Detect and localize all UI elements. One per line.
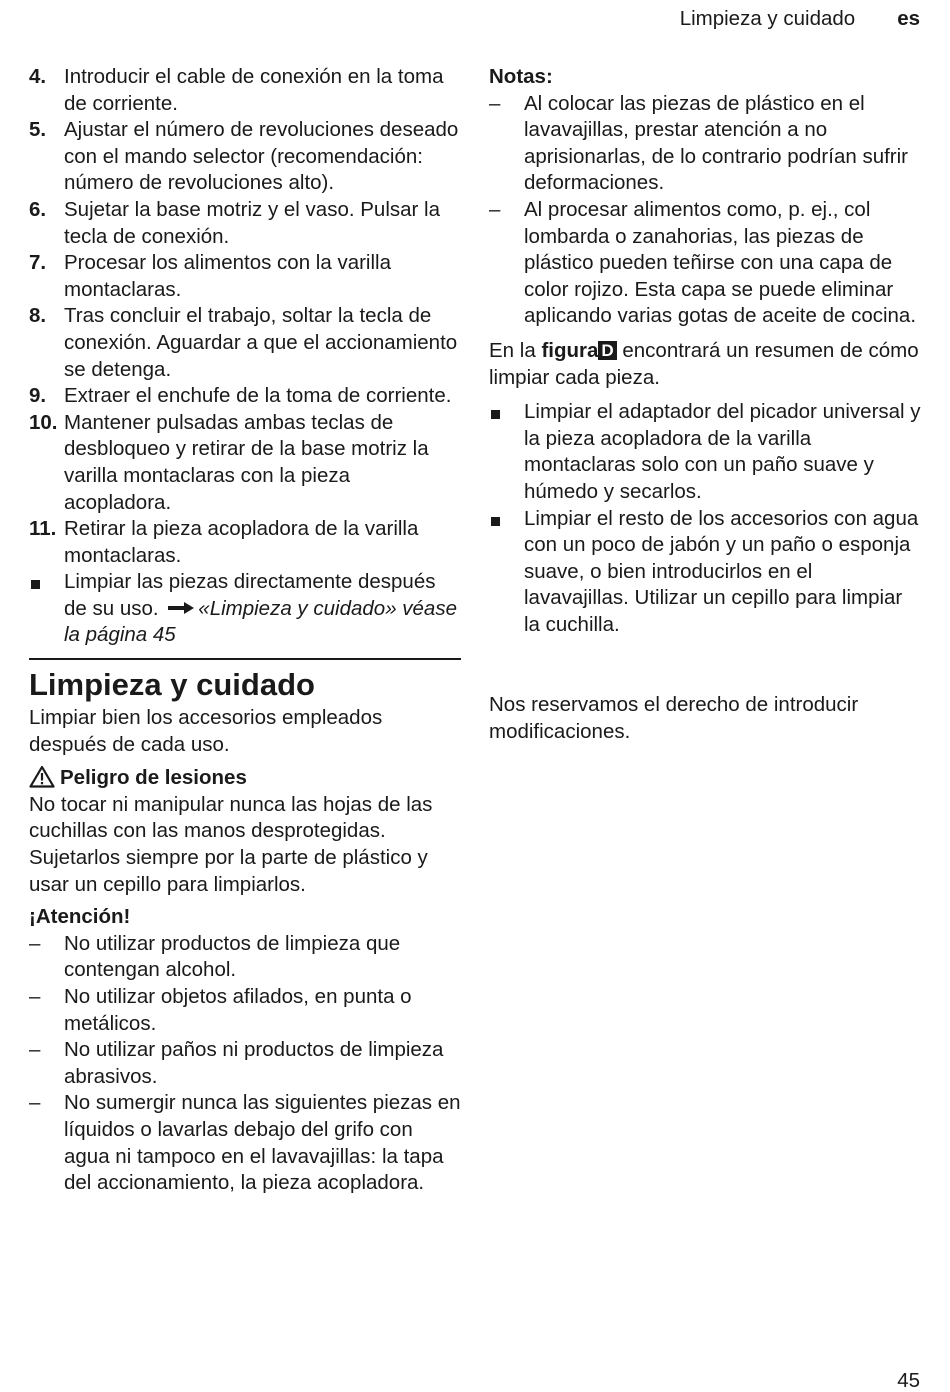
arrow-right-icon — [168, 601, 194, 615]
figure-ref-word: figura — [541, 338, 599, 362]
dash-marker: – — [29, 985, 41, 1008]
step-number: 4. — [29, 65, 47, 88]
step-item — [29, 117, 461, 197]
step-text: Retirar la pieza acopladora de la varilla montaclaras. — [64, 517, 419, 567]
square-bullet-icon — [491, 410, 500, 419]
attention-item — [29, 1090, 461, 1196]
step-item — [29, 197, 461, 250]
step-number: 8. — [29, 304, 47, 328]
step-text: Ajustar el número de revoluciones deseado con el mando selector (recomendación: número de revoluciones alto). — [64, 118, 459, 195]
warning-heading — [29, 765, 461, 792]
step-number: 10. — [29, 410, 58, 434]
dash-marker: – — [489, 197, 501, 221]
clean-text: Limpiar el resto de los accesorios con agua con un poco de jabón y un paño o esponja suave, o bien introducirlos en el lavavajillas. Utilizar un cepillo para limpiar la cuchilla. — [524, 506, 919, 636]
step-item — [29, 516, 461, 569]
figure-letter-badge: D — [598, 341, 616, 360]
square-bullet-icon — [491, 517, 500, 526]
attention-text: No utilizar objetos afilados, en punta o metálicos. — [64, 985, 412, 1035]
note-text: Al procesar alimentos como, p. ej., col lombarda o zanahorias, las piezas de plástico pueden teñirse con una capa de color rojizo. Esta capa se puede eliminar aplicando varias gotas de aceite de cocina. — [524, 197, 917, 328]
right-column — [489, 64, 921, 746]
step-text: Sujetar la base motriz y el vaso. Pulsar la tecla de conexión. — [64, 197, 440, 248]
step-item — [29, 303, 461, 383]
warning-title: Peligro de lesiones — [60, 766, 247, 790]
attention-text: No sumergir nunca las siguientes piezas en líquidos o lavarlas debajo del grifo con agua ni tampoco en el lavavajillas: la tapa del accionamiento, la pieza acopladora. — [64, 1091, 461, 1195]
left-column — [29, 64, 461, 1197]
clean-after-use-bullet — [29, 569, 461, 649]
note-item — [489, 91, 921, 197]
step-text: Tras concluir el trabajo, soltar la tecla de conexión. Aguardar a que el accionamiento se detenga. — [64, 304, 458, 381]
warning-triangle-icon — [29, 765, 55, 788]
step-text: Procesar los alimentos con la varilla montaclaras. — [64, 251, 391, 301]
figure-reference — [489, 338, 921, 391]
step-number: 5. — [29, 118, 47, 142]
header-section-title: Limpieza y cuidado — [679, 7, 856, 30]
attention-text: No utilizar productos de limpieza que contengan alcohol. — [64, 931, 401, 982]
section-intro: Limpiar bien los accesorios empleados después de cada uso. — [29, 706, 383, 756]
clean-text: Limpiar el adaptador del picador universal y la pieza acopladora de la varilla montaclaras solo con un paño suave y húmedo y secarlos. — [524, 400, 921, 503]
note-text: Al colocar las piezas de plástico en el lavavajillas, prestar atención a no aprisionarlas, de lo contrario podrían sufrir deformaciones. — [524, 91, 908, 195]
step-number: 11. — [29, 517, 57, 541]
step-item — [29, 250, 461, 303]
header-language: es — [897, 7, 920, 30]
step-text: Introducir el cable de conexión en la toma de corriente. — [64, 65, 444, 115]
step-number: 7. — [29, 251, 47, 275]
dash-marker: – — [29, 1091, 41, 1115]
section-divider — [29, 658, 461, 660]
note-item — [489, 197, 921, 330]
step-number: 6. — [29, 197, 47, 221]
section-title: Limpieza y cuidado — [29, 667, 315, 703]
page-number: 45 — [897, 1369, 920, 1392]
step-item — [29, 410, 461, 516]
figure-ref-after: encontrará un resumen de cómo limpiar cada pieza. — [489, 338, 919, 389]
bullet-text: Limpiar las piezas directamente después de su uso. — [64, 570, 436, 620]
step-text: Mantener pulsadas ambas teclas de desbloqueo y retirar de la base motriz la varilla montaclaras con la pieza acopladora. — [64, 410, 429, 514]
step-item — [29, 383, 461, 410]
notes-title: Notas: — [489, 65, 553, 88]
attention-title: ¡Atención! — [29, 905, 131, 929]
step-number: 9. — [29, 384, 47, 408]
footer-note: Nos reservamos el derecho de introducir modificaciones. — [489, 693, 859, 744]
dash-marker: – — [29, 1038, 41, 1062]
attention-item — [29, 1037, 461, 1090]
clean-item — [489, 506, 921, 639]
page-reference-link[interactable]: «Limpieza y cuidado» véase la página 45 — [64, 596, 457, 647]
dash-marker: – — [29, 931, 41, 955]
attention-item — [29, 931, 461, 984]
attention-item — [29, 984, 461, 1037]
figure-ref-before: En la — [489, 338, 536, 362]
clean-item — [489, 399, 921, 505]
square-bullet-icon — [31, 580, 40, 589]
step-text: Extraer el enchufe de la toma de corriente. — [64, 384, 452, 408]
attention-text: No utilizar paños ni productos de limpieza abrasivos. — [64, 1038, 444, 1088]
page-header — [680, 6, 920, 33]
warning-text: No tocar ni manipular nunca las hojas de las cuchillas con las manos desprotegidas. Sujetarlos siempre por la parte de plástico y usar un cepillo para limpiarlos. — [29, 792, 433, 896]
step-item — [29, 64, 461, 117]
dash-marker: – — [489, 91, 501, 115]
